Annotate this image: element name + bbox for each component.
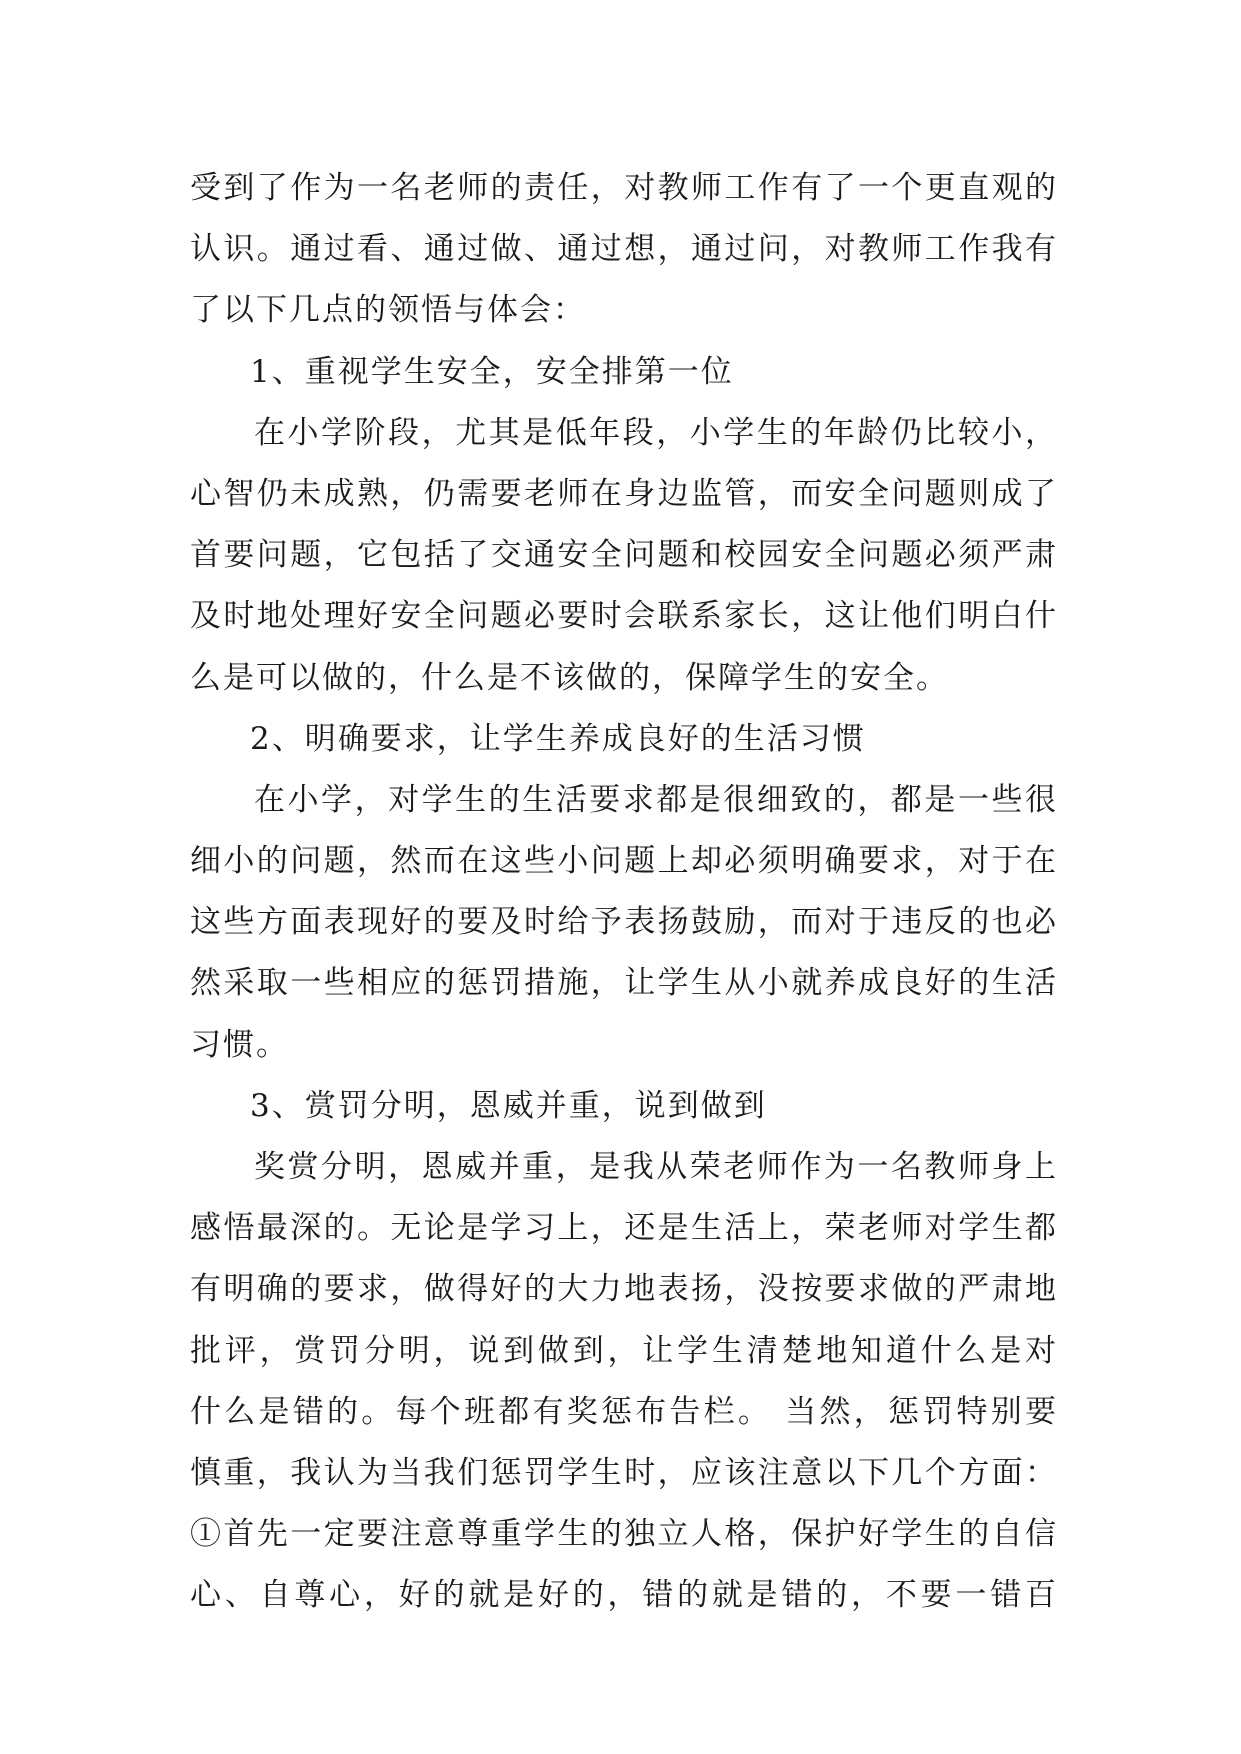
paragraph-line: 在小学，对学生的生活要求都是很细致的，都是一些很 [254,781,1058,818]
paragraph-line: 什么是错的。每个班都有奖惩布告栏。 当然，惩罚特别要 [190,1393,1058,1430]
paragraph-line: 细小的问题，然而在这些小问题上却必须明确要求，对于在 [190,843,1058,880]
section-heading-2: 2、明确要求，让学生养成良好的生活习惯 [250,720,866,757]
paragraph-line: 奖赏分明，恩威并重，是我从荣老师作为一名教师身上 [254,1149,1058,1185]
paragraph-line: 么是可以做的，什么是不该做的，保障学生的安全。 [190,659,949,696]
paragraph-line: 了以下几点的领悟与体会： [190,292,586,329]
paragraph-line: 批评，赏罚分明，说到做到，让学生清楚地知道什么是对 [190,1332,1058,1369]
paragraph-line: 慎重，我认为当我们惩罚学生时，应该注意以下几个方面： [190,1454,1058,1491]
paragraph-line: 习惯。 [190,1026,289,1063]
paragraph-line: 首要问题，它包括了交通安全问题和校园安全问题必须严肃 [190,537,1058,574]
paragraph-line: 认识。通过看、通过做、通过想，通过问，对教师工作我有 [190,231,1058,268]
paragraph-line: 有明确的要求，做得好的大力地表扬，没按要求做的严肃地 [190,1271,1058,1308]
paragraph-line: 感悟最深的。无论是学习上，还是生活上，荣老师对学生都 [190,1210,1058,1247]
document-page [190,158,1058,1627]
section-heading-3: 3、赏罚分明，恩威并重，说到做到 [250,1087,767,1124]
paragraph-line: 受到了作为一名老师的责任，对教师工作有了一个更直观的 [190,170,1058,206]
paragraph-line: 及时地处理好安全问题必要时会联系家长，这让他们明白什 [190,598,1058,635]
paragraph-line: 心智仍未成熟，仍需要老师在身边监管，而安全问题则成了 [190,475,1058,512]
paragraph-line: 在小学阶段，尤其是低年段，小学生的年龄仍比较小， [254,414,1058,451]
section-heading-1: 1、重视学生安全，安全排第一位 [250,353,734,390]
paragraph-line: 然采取一些相应的惩罚措施，让学生从小就养成良好的生活 [190,965,1058,1002]
paragraph-line: 心、自尊心，好的就是好的，错的就是错的，不要一错百 [190,1577,1058,1614]
paragraph-line: 这些方面表现好的要及时给予表扬鼓励，而对于违反的也必 [190,904,1058,941]
paragraph-line: ①首先一定要注意尊重学生的独立人格，保护好学生的自信 [190,1516,1058,1553]
